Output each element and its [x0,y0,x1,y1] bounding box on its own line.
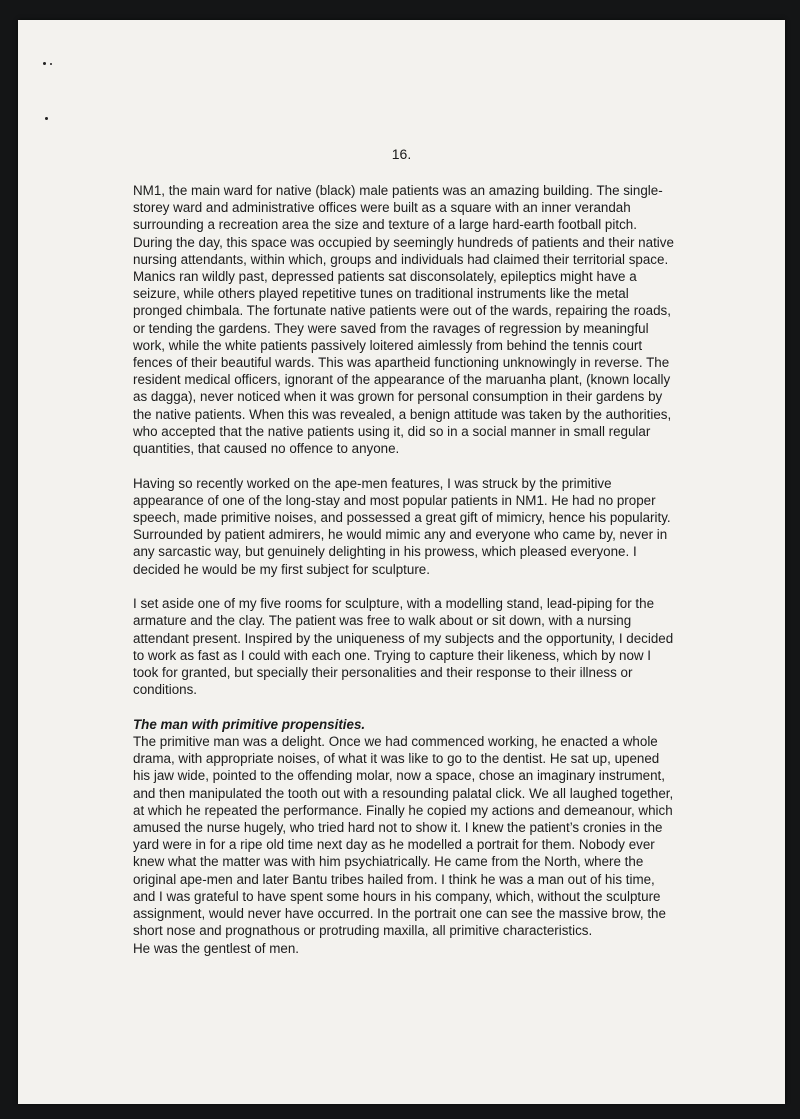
paper-sheet [18,20,785,1104]
document-body [133,182,678,957]
section-paragraph: The primitive man was a delight. Once we had commenced working, he enacted a whole drama, with appropriate noises, of what it was like to go to the dentist. He sat up, upened his jaw wide, pointed to the offending molar, now a space, chose an imaginary instrument, and then manipulated the tooth out with a resounding palatal click. We all laughed together, at which he repeated the performance. Finally he copied my actions and demeanour, which amused the nurse hugely, who tried hard not to show it. I knew the patient’s cronies in the yard were in for a ripe old time next day as he modelled a portrait for them. Nobody ever knew what the matter was with him psychiatrically. He came from the North, where the original ape-men and later Bantu tribes hailed from. I think he was a man out of his time, and I was grateful to have spent some hours in his company, which, without the sculpture assignment, would never have occurred. In the portrait one can see the massive brow, the short nose and prognathous or protruding maxilla, all primitive characteristics. [133,734,674,939]
closing-line: He was the gentlest of men. [133,940,299,956]
ink-speck [45,117,48,120]
ink-speck [43,62,46,65]
ink-speck [50,63,52,65]
section-primitive-man [133,716,678,957]
section-heading: The man with primitive propensities. [133,716,366,732]
paragraph-nm1-ward: NM1, the main ward for native (black) male patients was an amazing building. The single-storey ward and administrative offices were built as a square with an inner verandah surrounding a recreation area the size and texture of a large hard-earth football pitch. During the day, this space was occupied by seemingly hundreds of patients and their native nursing attendants, within which, groups and individuals had claimed their territorial space. Manics ran wildly past, depressed patients sat disconsolately, epileptics might have a seizure, while others played repetitive tunes on traditional instruments like the metal pronged chimbala. The fortunate native patients were out of the wards, repairing the roads, or tending the gardens. They were saved from the ravages of regression by meaningful work, while the white patients passively loitered aimlessly from behind the tennis court fences of their beautiful wards. This was apartheid functioning unknowingly in reverse. The resident medical officers, ignorant of the appearance of the maruanha plant, (known locally as dagga), never noticed when it was grown for personal consumption in their gardens by the native patients. When this was revealed, a benign attitude was taken by the authorities, who accepted that the native patients using it, did so in a social manner in small regular quantities, that caused no offence to anyone. [133,183,674,457]
paragraph-sculpture-room: I set aside one of my five rooms for sculpture, with a modelling stand, lead-piping for the armature and the clay. The patient was free to walk about or sit down, with a nursing attendant present. Inspired by the uniqueness of my subjects and the opportunity, I decided to work as fast as I could with each one. Trying to capture their likeness, which by now I took for granted, but specially their personalities and their response to their illness or conditions. [133,596,674,698]
page-number: 16. [391,146,412,162]
paragraph-ape-men-features: Having so recently worked on the ape-men features, I was struck by the primitive appearance of one of the long-stay and most popular patients in NM1. He had no proper speech, made primitive noises, and possessed a great gift of mimicry, hence his popularity. Surrounded by patient admirers, he would mimic any and everyone who came by, never in any sarcastic way, but genuinely delighting in his prowess, which pleased everyone. I decided he would be my first subject for sculpture. [133,475,671,577]
